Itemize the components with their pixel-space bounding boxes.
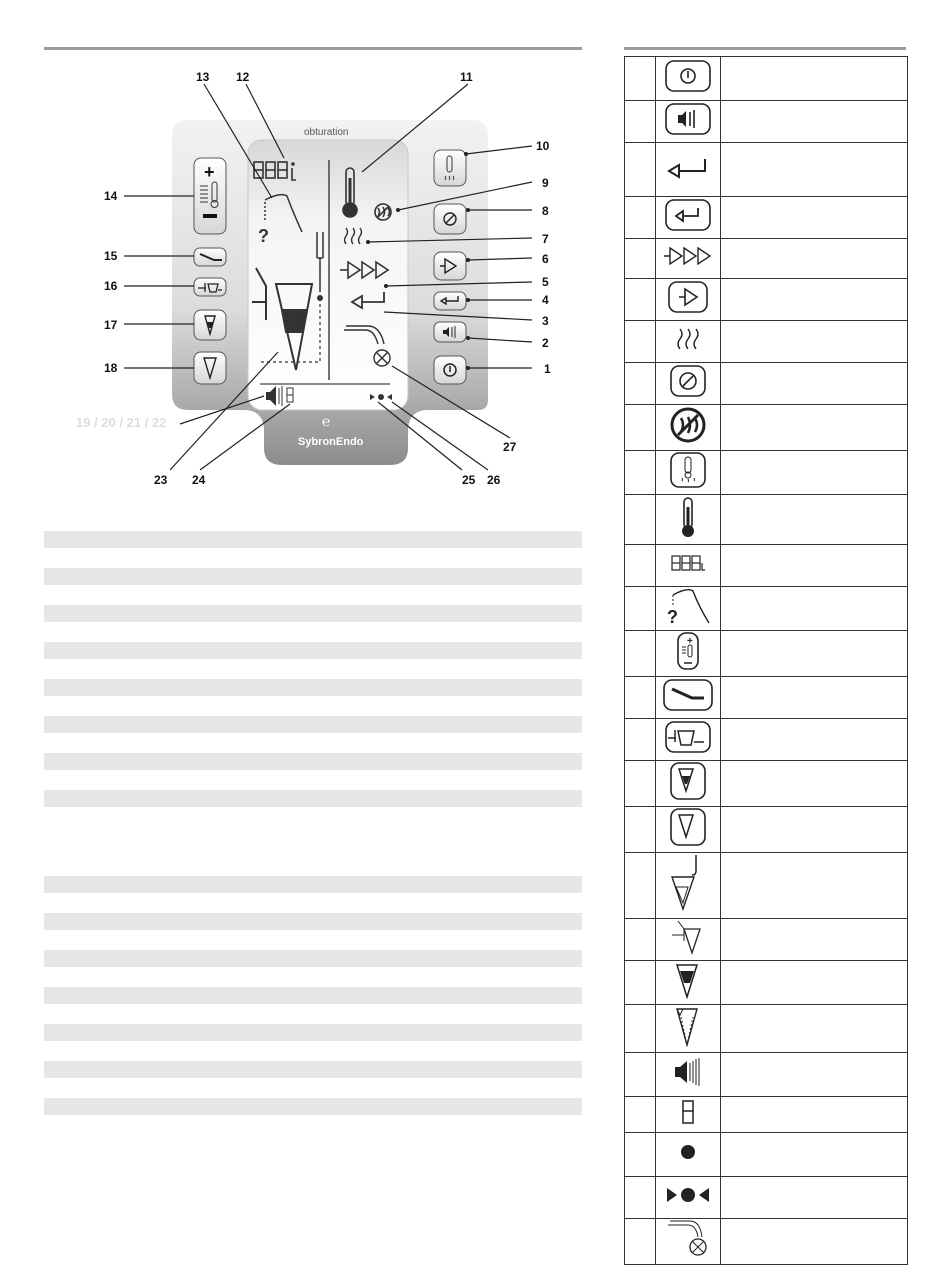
row-description-cell xyxy=(721,719,908,761)
row-icon-cell xyxy=(656,279,721,321)
row-description-cell xyxy=(721,279,908,321)
callout-26: 26 xyxy=(487,473,501,487)
svg-text:?: ? xyxy=(258,226,269,246)
row-icon-cell xyxy=(656,1053,721,1097)
row-description-cell xyxy=(721,1005,908,1053)
row-description-cell xyxy=(721,363,908,405)
row-number-cell xyxy=(625,239,656,279)
row-icon-cell xyxy=(656,631,721,677)
callout-6: 6 xyxy=(542,252,549,266)
callout-24: 24 xyxy=(192,473,206,487)
callout-11: 11 xyxy=(460,70,473,84)
callout-27: 27 xyxy=(503,440,517,454)
return-arrow-icon xyxy=(663,155,713,179)
reference-row xyxy=(625,719,908,761)
callout-16: 16 xyxy=(104,279,118,293)
row-number-cell xyxy=(625,1133,656,1177)
reference-row xyxy=(625,961,908,1005)
reference-row xyxy=(625,363,908,405)
row-icon-cell xyxy=(656,239,721,279)
reference-row xyxy=(625,761,908,807)
row-description-cell xyxy=(721,143,908,197)
row-description-cell xyxy=(721,239,908,279)
triple-play-arrows-icon xyxy=(662,244,714,268)
callout-5: 5 xyxy=(542,275,549,289)
reference-row xyxy=(625,677,908,719)
row-icon-cell xyxy=(656,363,721,405)
row-description-cell xyxy=(721,1097,908,1133)
cone-fill-button-icon xyxy=(669,761,707,801)
callout-18: 18 xyxy=(104,361,118,375)
reference-row xyxy=(625,1053,908,1097)
row-description-cell xyxy=(721,1133,908,1177)
row-number-cell xyxy=(625,451,656,495)
lcd-screen xyxy=(248,140,408,410)
svg-text:+: + xyxy=(687,636,693,647)
reference-row xyxy=(625,57,908,101)
right-section-rule xyxy=(624,47,906,50)
row-icon-cell xyxy=(656,853,721,919)
row-icon-cell xyxy=(656,495,721,545)
row-icon-cell xyxy=(656,961,721,1005)
row-icon-cell xyxy=(656,57,721,101)
row-description-cell xyxy=(721,919,908,961)
dot-icon xyxy=(678,1142,698,1162)
play-button[interactable] xyxy=(434,252,466,280)
row-icon-cell xyxy=(656,761,721,807)
reference-row xyxy=(625,545,908,587)
cup-button[interactable] xyxy=(194,278,226,296)
reference-row xyxy=(625,197,908,239)
callout-12: 12 xyxy=(236,70,250,84)
row-number-cell xyxy=(625,919,656,961)
reference-row xyxy=(625,1219,908,1265)
row-description-cell xyxy=(721,451,908,495)
temperature-adjust-button[interactable] xyxy=(194,158,226,234)
heat-off-button-small-icon xyxy=(669,364,707,398)
reference-row xyxy=(625,1177,908,1219)
row-number-cell xyxy=(625,719,656,761)
power-button-icon xyxy=(664,59,712,93)
row-number-cell xyxy=(625,101,656,143)
heat-waves-icon xyxy=(673,326,703,352)
row-icon-cell xyxy=(656,807,721,853)
cone-empty-button-icon xyxy=(669,807,707,847)
reference-row xyxy=(625,1097,908,1133)
digit-icon xyxy=(680,1099,696,1125)
reference-row xyxy=(625,239,908,279)
dot-arrows-icon xyxy=(663,1185,713,1205)
reference-row xyxy=(625,101,908,143)
row-number-cell xyxy=(625,631,656,677)
reference-row xyxy=(625,279,908,321)
mode-label: obturation xyxy=(304,127,349,138)
volume-button[interactable] xyxy=(434,322,466,342)
row-icon-cell xyxy=(656,143,721,197)
icon-reference-table xyxy=(624,56,908,1265)
reference-row xyxy=(625,495,908,545)
row-description-cell xyxy=(721,587,908,631)
row-description-cell xyxy=(721,101,908,143)
row-icon-cell xyxy=(656,919,721,961)
callout-8: 8 xyxy=(542,204,549,218)
reference-row xyxy=(625,321,908,363)
row-number-cell xyxy=(625,807,656,853)
heater-tip-icon xyxy=(666,1219,710,1259)
row-description-cell xyxy=(721,57,908,101)
thermometer-heat-button-icon xyxy=(669,451,707,489)
callout-3: 3 xyxy=(542,314,549,328)
reference-row xyxy=(625,853,908,919)
callout-7: 7 xyxy=(542,232,549,246)
callout-13: 13 xyxy=(196,70,210,84)
row-number-cell xyxy=(625,363,656,405)
row-icon-cell xyxy=(656,677,721,719)
row-icon-cell xyxy=(656,1177,721,1219)
cone-fill-icon xyxy=(673,961,703,999)
row-description-cell xyxy=(721,961,908,1005)
row-description-cell xyxy=(721,761,908,807)
row-icon-cell xyxy=(656,101,721,143)
cone-dashed-icon xyxy=(673,1005,703,1047)
row-description-cell xyxy=(721,631,908,677)
callout-2: 2 xyxy=(542,336,549,350)
row-description-cell xyxy=(721,1177,908,1219)
svg-text:+: + xyxy=(204,162,215,182)
row-description-cell xyxy=(721,1053,908,1097)
temperature-digits-icon xyxy=(670,553,706,573)
callout-17: 17 xyxy=(104,318,118,332)
heat-off-icon xyxy=(668,405,708,445)
row-number-cell xyxy=(625,405,656,451)
brand-label: SybronEndo xyxy=(298,436,364,448)
reference-row xyxy=(625,143,908,197)
row-number-cell xyxy=(625,197,656,239)
callout-14: 14 xyxy=(104,189,118,203)
row-description-cell xyxy=(721,853,908,919)
thermometer-icon xyxy=(676,495,700,539)
row-number-cell xyxy=(625,853,656,919)
reference-row xyxy=(625,1005,908,1053)
reference-row xyxy=(625,405,908,451)
row-number-cell xyxy=(625,1053,656,1097)
row-number-cell xyxy=(625,1177,656,1219)
handpiece-button[interactable] xyxy=(194,248,226,266)
row-icon-cell xyxy=(656,321,721,363)
cone-fill-button[interactable] xyxy=(194,310,226,340)
cup-button-icon xyxy=(664,720,712,754)
row-icon-cell xyxy=(656,545,721,587)
row-number-cell xyxy=(625,279,656,321)
row-number-cell xyxy=(625,321,656,363)
thermometer-heat-button[interactable] xyxy=(434,150,466,186)
svg-text:℮: ℮ xyxy=(322,413,331,429)
reference-row xyxy=(625,1133,908,1177)
cone-empty-button[interactable] xyxy=(194,352,226,384)
row-number-cell xyxy=(625,587,656,631)
row-number-cell xyxy=(625,495,656,545)
volume-button-icon xyxy=(664,102,712,136)
reference-row xyxy=(625,807,908,853)
row-icon-cell xyxy=(656,719,721,761)
row-icon-cell xyxy=(656,197,721,239)
row-description-cell xyxy=(721,405,908,451)
row-number-cell xyxy=(625,143,656,197)
row-icon-cell xyxy=(656,1005,721,1053)
row-number-cell xyxy=(625,1005,656,1053)
callout-25: 25 xyxy=(462,473,476,487)
row-number-cell xyxy=(625,57,656,101)
callout-4: 4 xyxy=(542,293,549,307)
callout-19-22: 19 / 20 / 21 / 22 xyxy=(76,415,167,430)
reference-row xyxy=(625,587,908,631)
power-button[interactable] xyxy=(434,356,466,384)
heat-off-button[interactable] xyxy=(434,204,466,234)
row-number-cell xyxy=(625,1097,656,1133)
reference-row xyxy=(625,451,908,495)
row-description-cell xyxy=(721,197,908,239)
reference-row xyxy=(625,919,908,961)
callout-15: 15 xyxy=(104,249,118,263)
row-icon-cell xyxy=(656,451,721,495)
row-description-cell xyxy=(721,495,908,545)
svg-text:?: ? xyxy=(667,607,678,625)
row-description-cell xyxy=(721,1219,908,1265)
row-description-cell xyxy=(721,807,908,853)
cone-side-icon xyxy=(668,919,708,955)
row-description-cell xyxy=(721,321,908,363)
row-icon-cell xyxy=(656,587,721,631)
row-number-cell xyxy=(625,545,656,587)
reference-row xyxy=(625,631,908,677)
handpiece-button-icon xyxy=(662,678,714,712)
row-number-cell xyxy=(625,761,656,807)
callout-1: 1 xyxy=(544,362,551,376)
callout-9: 9 xyxy=(542,176,549,190)
callout-23: 23 xyxy=(154,473,168,487)
row-icon-cell xyxy=(656,1133,721,1177)
row-icon-cell xyxy=(656,1097,721,1133)
cone-plugger-icon xyxy=(668,853,708,913)
row-description-cell xyxy=(721,545,908,587)
question-tip-icon xyxy=(663,587,713,625)
temperature-adjust-button-icon xyxy=(676,631,700,671)
play-button-icon xyxy=(667,280,709,314)
speaker-icon xyxy=(671,1055,705,1089)
callout-10: 10 xyxy=(536,139,550,153)
row-number-cell xyxy=(625,1219,656,1265)
row-number-cell xyxy=(625,961,656,1005)
return-button[interactable] xyxy=(434,292,466,310)
row-description-cell xyxy=(721,677,908,719)
row-number-cell xyxy=(625,677,656,719)
row-icon-cell xyxy=(656,405,721,451)
return-button-icon xyxy=(664,198,712,232)
row-icon-cell xyxy=(656,1219,721,1265)
